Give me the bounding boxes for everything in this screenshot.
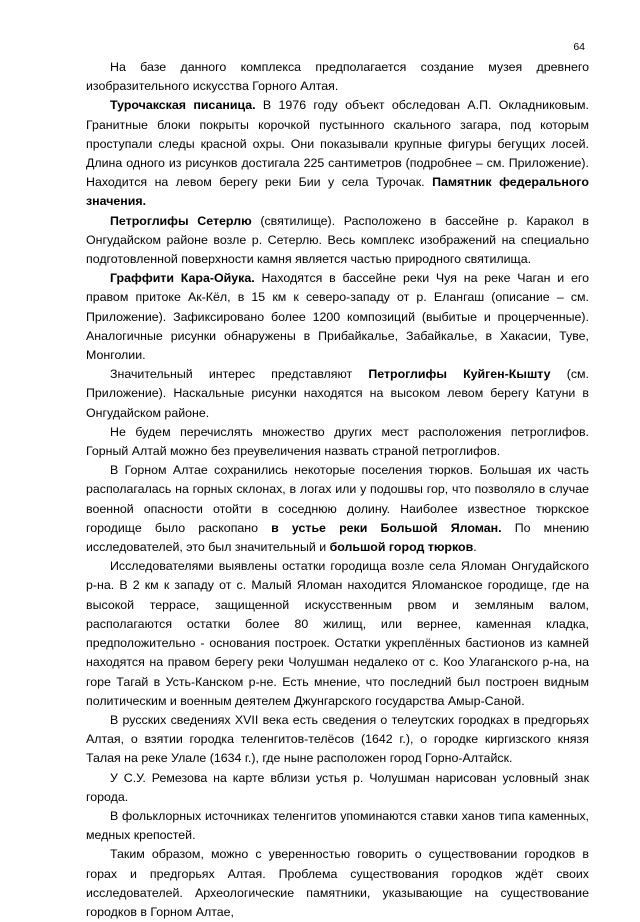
paragraph	[86, 557, 589, 711]
paragraph-text: (см. Приложение). Наскальные рисунки находятся на высоком левом берегу Катуни в Онгудайском районе.	[86, 367, 589, 420]
paragraph	[86, 96, 589, 211]
paragraph-text: (святилище). Расположено в бассейне р. Каракол в Онгудайском районе возле р. Сетерлю. Весь комплекс изображений на специально подготовленной поверхности камня является частью природного святилища.	[86, 213, 589, 267]
paragraph	[86, 807, 589, 845]
paragraph-text: Таким образом, можно с уверенностью говорить о существовании городков в горах и предгорьях Алтая. Проблема существования городков ждёт своих исследователей. Археологические памятники, указывающие на существование городков в Горном Алтае,	[86, 847, 589, 919]
paragraph	[86, 58, 589, 96]
paragraph	[86, 365, 589, 423]
paragraph-text: .	[473, 540, 477, 555]
paragraph-text: Исследователями выявлены остатки городища возле села Яломан Онгудайского р-на. В 2 км к западу от с. Малый Яломан находится Яломанское городище, где на высокой террасе, защищенной искусственным рвом и земляным валом, располагаются остатки более 80 жилищ, или вернее, каменная кладка, предположительно - основания построек. Остатки укреплённых бастионов из камней находятся на правом берегу реки Чолушман недалеко от с. Коо Улаганского р-на, на горе Тагай в Усть-Канском р-не. Есть мнение, что последний был построен видным политическим и военным деятелем Джунгарского государства Амыр-Саной.	[86, 559, 589, 708]
paragraph	[86, 461, 589, 557]
bold-text: Памятник федерального значения.	[86, 175, 589, 209]
paragraph-text: В фольклорных источниках теленгитов упоминаются ставки ханов типа каменных, медных крепостей.	[86, 808, 589, 843]
paragraph-text: Не будем перечислять множество других мест расположения петроглифов. Горный Алтай можно без преувеличения назвать страной петроглифов.	[86, 424, 589, 459]
bold-text: в устье реки Большой Яломан.	[271, 520, 502, 535]
paragraph-text: В русских сведениях XVII века есть сведения о телеутских городках в предгорьях Алтая, о взятии городка теленгитов-телёсов (1642 г.), о городке киргизского князя Талая на реке Улале (1634 г.), где ныне расположен город Горно-Алтайск.	[86, 712, 589, 766]
paragraph	[86, 845, 589, 922]
paragraph-text: Находятся в бассейне реки Чуя на реке Чаган и его правом притоке Ак-Кёл, в 15 км к северо-западу от р. Елангаш (описание – см. Приложение). Зафиксировано более 1200 композиций (выбитые и процерченные). Аналогичные рисунки обнаружены в Прибайкалье, Забайкалье, в Хакасии, Туве, Монголии.	[86, 271, 589, 363]
bold-text: Петроглифы Сетерлю	[110, 213, 252, 228]
bold-text: Петроглифы Куйген-Кышту	[368, 367, 551, 382]
bold-text: большой город тюрков	[329, 540, 474, 555]
paragraph	[86, 212, 589, 270]
paragraph	[86, 711, 589, 769]
paragraph-text: Значительный интерес представляют	[110, 367, 369, 382]
paragraph-text: В 1976 году объект обследован А.П. Окладниковым. Гранитные блоки покрыты корочкой пустынного скального загара, под которым проступали следы красной охры. Они показывали крупные фигуры бегущих лосей. Длина одного из рисунков достигала 225 сантиметров (подробнее – см. Приложение). Находится на левом берегу реки Бии у села Турочак.	[86, 98, 590, 190]
paragraph-text: В Горном Алтае сохранились некоторые поселения тюрков. Большая их часть располагалась на горных склонах, в логах или у подошвы гор, что позволяло в случае военной опасности отойти в соседнюю долину. Наиболее известное тюркское городище было раскопано	[86, 463, 589, 535]
paragraph	[86, 769, 589, 807]
paragraph-text: У С.У. Ремезова на карте вблизи устья р. Чолушман нарисован условный знак города.	[86, 770, 589, 804]
paragraph	[86, 423, 589, 461]
paragraph-text: По мнению исследователей, это был значительный и	[86, 520, 589, 555]
bold-text: Граффити Кара-Ойука.	[110, 271, 255, 286]
paragraph	[86, 269, 589, 365]
bold-text: Турочакская писаница.	[110, 98, 256, 113]
page-number: 64	[573, 41, 585, 53]
paragraph-text: На базе данного комплекса предполагается создание музея древнего изобразительного искусства Горного Алтая.	[86, 60, 589, 94]
body-text	[86, 58, 589, 922]
